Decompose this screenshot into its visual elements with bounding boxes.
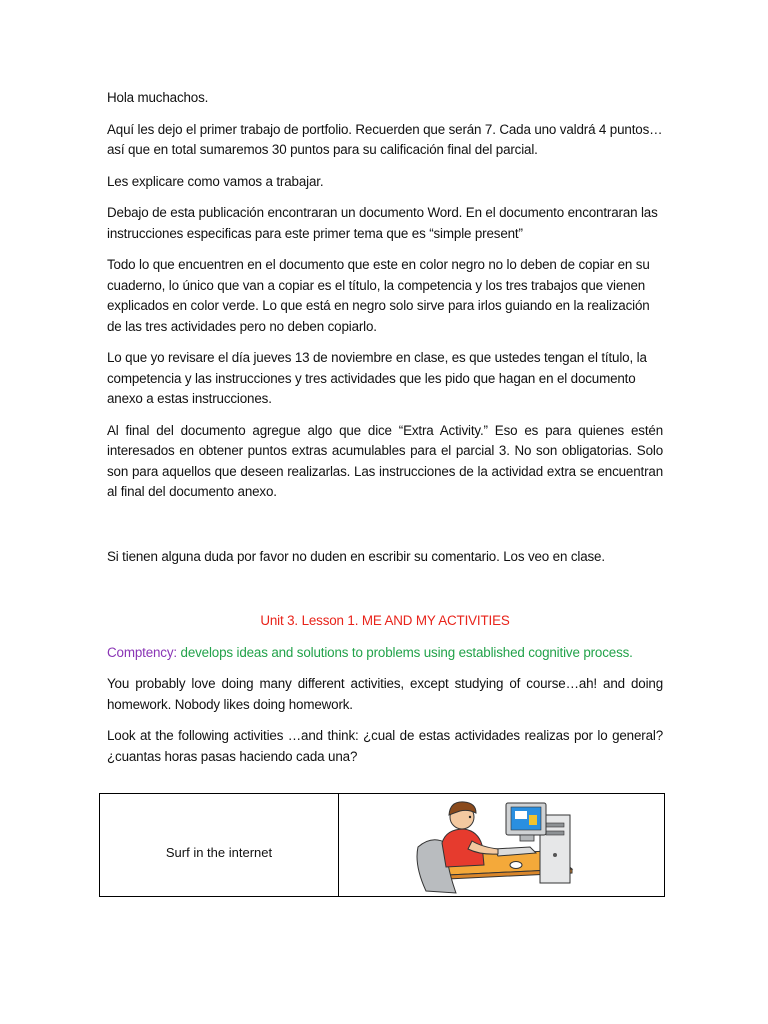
blank-line [107,514,663,547]
activities-table [99,793,665,897]
paragraph-review-date: Lo que yo revisare el día jueves 13 de noviembre en clase, es que ustedes tengan el título, la competencia y las instrucciones y tres actividades que les pido que hagan en el documento anexo a estas instrucciones. [107,350,647,406]
competency-text: develops ideas and solutions to problems using established cognitive process. [180,644,633,660]
paragraph-explain: Les explicare como vamos a trabajar. [107,173,324,189]
lesson-intro: You probably love doing many different activities, except studying of course…ah! and doing homework. Nobody likes doing homework. [107,676,663,712]
greeting: Hola muchachos. [107,90,209,105]
paragraph-copy-instructions: Todo lo que encuentren en el documento que este en color negro no lo deben de copiar en su cuaderno, lo único que van a copiar es el título, la competencia y los tres trabajos que vienen explicados en color verde. Lo que está en negro solo sirve para irlos guiando en la realización de las tres actividades pero no deben copiarlo. [107,257,650,334]
activity-image-cell [339,794,665,897]
document-body [107,88,663,778]
competency-line [107,643,663,664]
paragraph-closing: Si tienen alguna duda por favor no duden en escribir su comentario. Los veo en clase. [107,548,605,564]
paragraph-extra-activity: Al final del documento agregue algo que dice “Extra Activity.” Eso es para quienes estén interesados en obtener puntos extras acumulables para el parcial 3. No son obligatorias. Solo son para aquellos que deseen realizarlas. Las instrucciones de la actividad extra se encuentran al final del documento anexo. [107,422,663,499]
activity-label: Surf in the internet [100,794,339,897]
competency-label: Comptency: [107,644,177,660]
lesson-prompt: Look at the following activities …and think: ¿cual de estas actividades realizas por lo general? ¿cuantas horas pasas haciendo cada una? [107,728,663,764]
lesson-title: Unit 3. Lesson 1. ME AND MY ACTIVITIES [260,613,510,628]
paragraph-word-document: Debajo de esta publicación encontraran un documento Word. En el documento encontraran las instrucciones especificas para este primer tema que es “simple present” [107,205,658,241]
paragraph-portfolio: Aquí les dejo el primer trabajo de portfolio. Recuerden que serán 7. Cada uno valdrá 4 puntos…así que en total sumaremos 30 puntos para su calificación final del parcial. [107,121,663,157]
boy-at-computer-illustration [412,795,592,895]
blank-line [107,578,663,611]
table-row [100,794,665,897]
